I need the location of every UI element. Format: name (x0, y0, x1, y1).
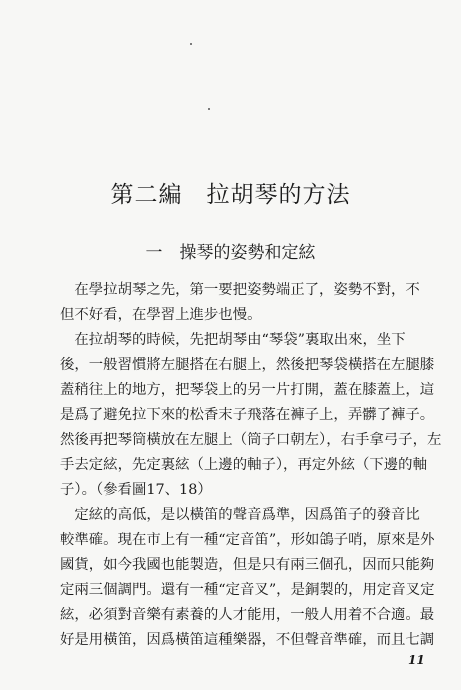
text-line: 是爲了避免拉下來的松香末子飛落在褲子上，弄髒了褲子。 (60, 407, 435, 423)
chapter-title: 第二編 拉胡琴的方法 (110, 182, 351, 208)
text-line: 定兩三個調門。還有一種“定音叉”，是銅製的，用定音叉定 (60, 582, 435, 598)
print-speck (190, 43, 192, 45)
text-line: 定絃的高低，是以橫笛的聲音爲準，因爲笛子的發音比 (60, 507, 420, 523)
text-line: 好是用橫笛，因爲橫笛這種樂器，不但聲音準確，而且七調 (60, 632, 435, 648)
text-line: 在拉胡琴的時候，先把胡琴由“琴袋”裏取出來，坐下 (60, 332, 406, 348)
print-speck (208, 108, 210, 110)
text-line: 較準確。現在市上有一種“定音笛”，形如鴿子哨，原來是外 (60, 532, 435, 548)
text-line: 蓋稍往上的地方，把琴袋上的另一片打開，蓋在膝蓋上，這 (60, 382, 435, 398)
text-line: 但不好看，在學習上進步也慢。 (60, 307, 262, 323)
page-number: 11 (408, 653, 425, 667)
text-line: 然後再把琴筒橫放在左腿上（筒子口朝左），右手拿弓子，左 (60, 432, 441, 448)
text-line: 後，一般習慣將左腿搭在右腿上，然後把琴袋橫搭在左腿膝 (60, 357, 435, 373)
section-title: 一 操琴的姿勢和定絃 (145, 243, 316, 263)
text-line: 子）。（參看圖17、18） (60, 482, 212, 498)
text-line: 在學拉胡琴之先，第一要把姿勢端正了，姿勢不對，不 (60, 282, 420, 298)
text-line: 絃，必須對音樂有素養的人才能用，一般人用着不合適。最 (60, 607, 435, 623)
text-line: 國貨，如今我國也能製造，但是只有兩三個孔，因而只能夠 (60, 557, 435, 573)
text-line: 手去定絃，先定裏絃（上邊的軸子），再定外絃（下邊的軸 (60, 457, 427, 473)
